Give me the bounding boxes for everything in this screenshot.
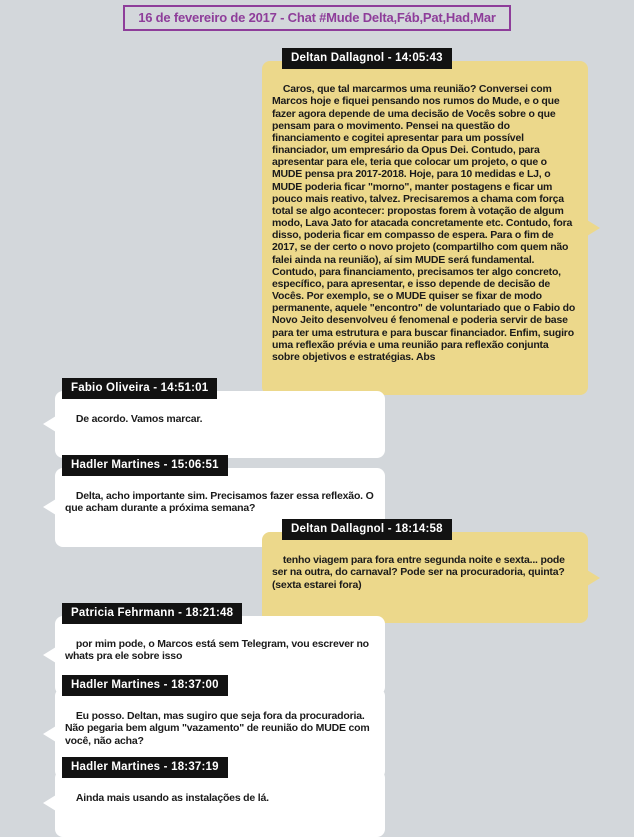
message-bubble <box>55 391 385 458</box>
message-author-timestamp: Patricia Fehrmann - 18:21:48 <box>62 603 242 624</box>
bubble-tail <box>43 416 56 432</box>
message-text: tenho viagem para fora entre segunda noite e sexta... pode ser na outra, do carnaval? Pode ser na procuradoria, quinta? (sexta estarei fora) <box>272 554 568 591</box>
message-author-timestamp: Deltan Dallagnol - 14:05:43 <box>282 48 452 69</box>
message-text: Eu posso. Deltan, mas sugiro que seja fora da procuradoria. Não pegaria bem algum "vazamento" de reunião do MUDE com você, não acha? <box>65 710 373 747</box>
bubble-tail <box>587 570 600 586</box>
message-author-timestamp: Deltan Dallagnol - 18:14:58 <box>282 519 452 540</box>
message-text: Ainda mais usando as instalações de lá. <box>75 792 269 805</box>
bubble-tail <box>43 795 56 811</box>
bubble-tail <box>587 220 600 236</box>
message-bubble <box>262 61 588 395</box>
message <box>55 757 385 837</box>
message-text: De acordo. Vamos marcar. <box>75 413 203 426</box>
message-text: Caros, que tal marcarmos uma reunião? Conversei com Marcos hoje e fiquei pensando nos rumos do Mude, e o que fazer agora depende de uma decisão de Vocês sobre o que pensam para o movimento. Pensei na questão do financiamento e cogitei apresentar para um possível financiador, um empresário da Opus Dei. Contudo, para apresentar para ele, teria que colocar um projeto, o que o MUDE pensa pra 2017-2018. Hoje, para 10 medidas e LJ, o MUDE poderia ficar "morno", manter postagens e ficar um pouco mais reativo, talvez. Precisaremos a chama com força total se algo acontecer: propostas forem à votação de algum modo, Lava Jato for atacada concretamente etc. Contudo, fora disso, poderia ficar em compasso de espera. Para o fim de 2017, se der certo o novo projeto (compartilho com quem não falei ainda na reunião), aí sim MUDE será fundamental. Contudo, para financiamento, precisamos ter algo concreto, específico, para apresentar, e isso depende de decisão de Vocês. Por exemplo, se o MUDE quiser se fixar de modo permanente, aquele "encontro" de voluntariado que o Fabio do Novo Jeito desenvolveu é fenomenal e poderia servir de base para ter uma estrutura e para buscar financiador. Enfim, sugiro uma reflexão prévia e uma reunião para reflexão conjunta sobre objetivos e estratégias. Abs <box>272 83 578 363</box>
message-author-timestamp: Hadler Martines - 15:06:51 <box>62 455 228 476</box>
message-author-timestamp: Hadler Martines - 18:37:00 <box>62 675 228 696</box>
message-text: Delta, acho importante sim. Precisamos fazer essa reflexão. O que acham durante a próxima semana? <box>65 490 377 515</box>
message-bubble <box>55 770 385 837</box>
bubble-tail <box>43 726 56 742</box>
bubble-tail <box>43 499 56 515</box>
message <box>262 48 588 395</box>
message <box>55 378 385 458</box>
date-header-container <box>0 5 634 31</box>
message-author-timestamp: Fabio Oliveira - 14:51:01 <box>62 378 217 399</box>
bubble-tail <box>43 647 56 663</box>
message-text: por mim pode, o Marcos está sem Telegram, vou escrever no whats pra ele sobre isso <box>65 638 372 663</box>
message-author-timestamp: Hadler Martines - 18:37:19 <box>62 757 228 778</box>
date-header: 16 de fevereiro de 2017 - Chat #Mude Delta,Fáb,Pat,Had,Mar <box>123 5 511 31</box>
